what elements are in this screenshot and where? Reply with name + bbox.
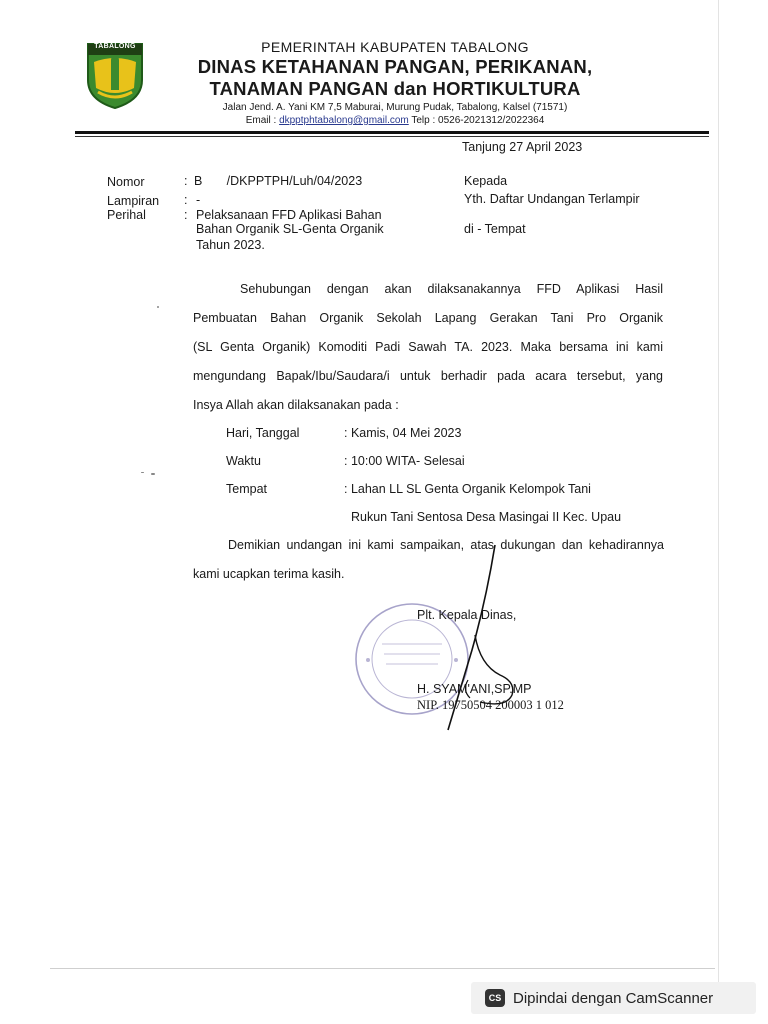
page-edge: [718, 0, 719, 1010]
day-value: : Kamis, 04 Mei 2023: [344, 426, 462, 440]
signatory-nip: NIP. 19750504 200003 1 012: [417, 698, 564, 712]
perihal-line1: Pelaksanaan FFD Aplikasi Bahan: [196, 208, 382, 222]
recipient: Yth. Daftar Undangan Terlampir: [464, 192, 640, 206]
perihal-line3: Tahun 2023.: [196, 238, 265, 252]
day-label: Hari, Tanggal: [226, 426, 300, 440]
camscanner-watermark: [471, 982, 756, 1014]
crest-label: TABALONG: [94, 43, 136, 50]
email-label: Email :: [245, 115, 277, 126]
nomor-label: Nomor: [107, 175, 145, 189]
place-value-line1: : Lahan LL SL Genta Organik Kelompok Tani: [344, 482, 591, 496]
letterhead: [150, 38, 640, 127]
contact-line: [150, 114, 640, 127]
handwritten-signature: [420, 540, 540, 740]
body-line-5: Insya Allah akan dilaksanakan pada :: [193, 398, 399, 412]
signatory-name: H. SYAM'ANI,SP.MP: [417, 682, 532, 696]
closing-line-2: kami ucapkan terima kasih.: [193, 567, 345, 581]
time-label: Waktu: [226, 454, 261, 468]
time-value: : 10:00 WITA- Selesai: [344, 454, 465, 468]
email-link[interactable]: dkpptphtabalong@gmail.com: [279, 115, 409, 126]
page-bottom-edge: [50, 968, 715, 969]
nomor-colon: :: [184, 174, 188, 188]
place-label: Tempat: [226, 482, 267, 496]
perihal-colon: :: [184, 208, 188, 222]
letter-date: Tanjung 27 April 2023: [462, 140, 583, 154]
letterhead-rule-thick: [75, 131, 709, 134]
recipient-place: di - Tempat: [464, 222, 526, 236]
camscanner-icon: CS: [485, 989, 505, 1007]
body-line-3: (SL Genta Organik) Komoditi Padi Sawah TA. 2023. Maka bersama ini kami: [193, 340, 663, 354]
scan-speck: [141, 472, 144, 473]
phone-number: Telp : 0526-2021312/2022364: [411, 115, 545, 126]
lampiran-label: Lampiran: [107, 194, 160, 208]
scan-speck: [157, 306, 159, 308]
kepada-label: Kepada: [464, 174, 508, 188]
place-value-line2: Rukun Tani Sentosa Desa Masingai II Kec. Upau: [351, 510, 622, 524]
perihal-line2: Bahan Organik SL-Genta Organik: [196, 222, 384, 236]
watermark-text: Dipindai dengan CamScanner: [513, 989, 714, 1007]
signatory-title: Plt. Kepala Dinas,: [417, 608, 517, 622]
body-line-1: Sehubungan dengan akan dilaksanakannya FFD Aplikasi Hasil: [240, 282, 663, 296]
nomor-value: B /DKPPTPH/Luh/04/2023: [194, 174, 363, 188]
government-name: PEMERINTAH KABUPATEN TABALONG: [261, 39, 529, 55]
department-name-line2: TANAMAN PANGAN dan HORTIKULTURA: [209, 78, 581, 99]
scan-speck: [151, 473, 155, 475]
lampiran-value: -: [196, 193, 201, 207]
letterhead-rule-thin: [75, 136, 709, 137]
department-name-line1: DINAS KETAHANAN PANGAN, PERIKANAN,: [197, 56, 593, 77]
tabalong-crest-logo: [84, 40, 146, 110]
body-line-2: Pembuatan Bahan Organik Sekolah Lapang Gerakan Tani Pro Organik: [193, 311, 663, 325]
office-address: Jalan Jend. A. Yani KM 7,5 Maburai, Murung Pudak, Tabalong, Kalsel (71571): [222, 102, 568, 113]
body-line-4: mengundang Bapak/Ibu/Saudara/i untuk berhadir pada acara tersebut, yang: [193, 369, 663, 383]
lampiran-colon: :: [184, 193, 188, 207]
closing-line-1: Demikian undangan ini kami sampaikan, atas dukungan dan kehadirannya: [228, 538, 664, 552]
perihal-label: Perihal: [107, 208, 146, 222]
